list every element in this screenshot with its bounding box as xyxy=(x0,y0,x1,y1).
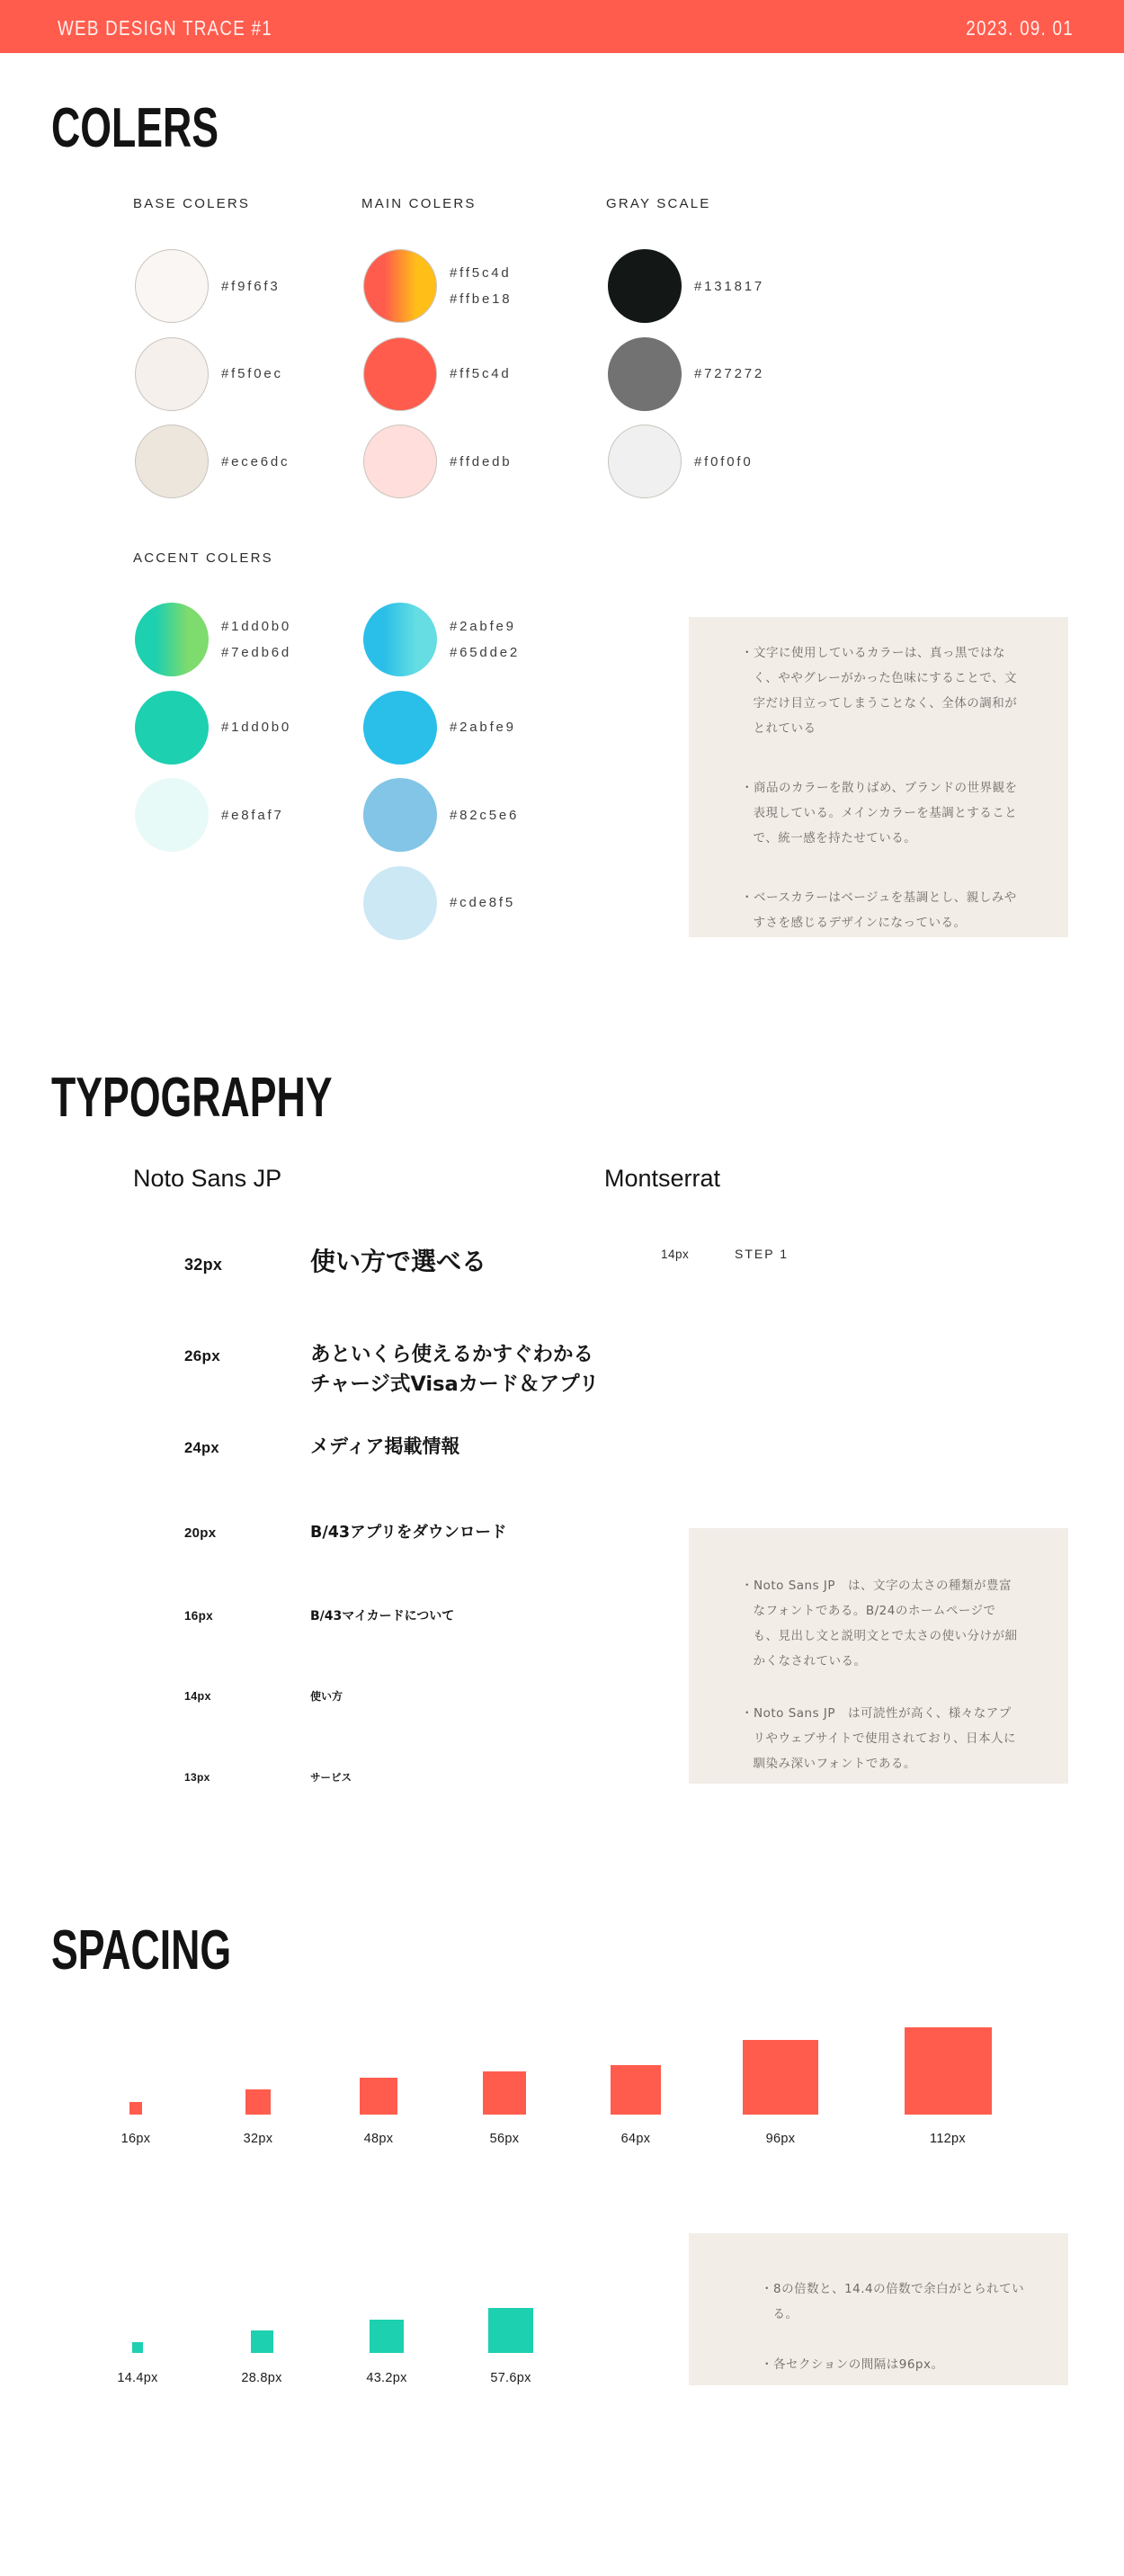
font-size-label: 14px xyxy=(661,1248,690,1261)
jp-sample-line: サービス xyxy=(310,1771,352,1784)
swatch-hex-label xyxy=(221,802,284,828)
color-swatch-row xyxy=(363,337,512,411)
jp-sample-line: B/43マイカードについて xyxy=(310,1609,455,1623)
color-swatch-circle xyxy=(135,337,209,411)
swatch-hex-line: #7edb6d xyxy=(221,645,291,660)
color-swatch-row xyxy=(363,778,519,852)
color-swatch-circle xyxy=(135,778,209,852)
color-swatch-circle xyxy=(363,603,437,676)
swatch-hex-label xyxy=(450,260,512,312)
color-swatch-row xyxy=(135,778,284,852)
header-bar xyxy=(0,0,1124,53)
typography-sample-row xyxy=(184,1340,599,1399)
font-size-label: 20px xyxy=(184,1525,217,1541)
jp-sample-text xyxy=(310,1522,506,1544)
color-swatch-row xyxy=(608,337,764,411)
color-swatch-row xyxy=(135,603,291,676)
typography-section-title: TYPOGRAPHY xyxy=(51,1067,333,1129)
typography-sample-row xyxy=(184,1244,486,1281)
color-swatch-circle xyxy=(135,249,209,323)
swatch-hex-line: #e8faf7 xyxy=(221,807,284,823)
jp-sample-text xyxy=(310,1433,459,1460)
font-size-label: 16px xyxy=(184,1609,213,1623)
font-size-label: 14px xyxy=(184,1690,211,1703)
spacing-red-square-label: 112px xyxy=(930,2132,966,2146)
color-swatch-row xyxy=(608,249,764,323)
font-size-label: 26px xyxy=(184,1347,220,1364)
spacing-green-square-label: 57.6px xyxy=(490,2371,531,2385)
jp-sample-line: チャージ式Visaカード＆アプリ xyxy=(310,1372,600,1396)
colors-note-box xyxy=(689,617,1068,937)
swatch-hex-line: #ff5c4d xyxy=(450,366,512,381)
swatch-hex-label xyxy=(221,449,290,475)
jp-sample-text xyxy=(310,1607,454,1625)
note-bullet: ・文字に使用しているカラーは、真っ黒ではなく、ややグレーがかった色味にすることで、文字だけ目立ってしまうことなく、全体の調和がとれている xyxy=(741,646,1018,736)
jp-sample-text xyxy=(310,1689,343,1704)
header-date: 2023. 09. 01 xyxy=(966,16,1074,40)
typography-sample-row xyxy=(184,1522,506,1544)
swatch-hex-line: #727272 xyxy=(694,366,764,381)
color-swatch-circle xyxy=(363,337,437,411)
font-size-label: 32px xyxy=(184,1256,223,1274)
swatch-hex-label xyxy=(221,273,280,300)
swatch-hex-line: #cde8f5 xyxy=(450,895,515,910)
swatch-hex-line: #ece6dc xyxy=(221,453,290,470)
swatch-hex-line: #ff5c4d xyxy=(450,265,512,281)
color-swatch-circle xyxy=(135,691,209,765)
spacing-green-square xyxy=(132,2342,144,2354)
spacing-section-title: SPACING xyxy=(51,1919,232,1981)
latin-sample-text: STEP 1 xyxy=(735,1247,789,1261)
color-swatch-row xyxy=(135,337,283,411)
typography-sample-row xyxy=(184,1770,352,1785)
color-swatch-circle xyxy=(363,866,437,940)
swatch-hex-line: #1dd0b0 xyxy=(221,619,291,634)
spacing-red-square-label: 32px xyxy=(243,2132,273,2146)
swatch-hex-label xyxy=(450,613,520,666)
spacing-red-square xyxy=(129,2102,142,2115)
color-swatch-circle xyxy=(135,603,209,676)
spacing-note-list xyxy=(761,2276,1032,2377)
color-swatch-row xyxy=(135,691,291,765)
jp-sample-line: B/43アプリをダウンロード xyxy=(310,1524,507,1542)
swatch-hex-label xyxy=(450,449,512,475)
swatch-hex-line: #ffdedb xyxy=(450,453,513,470)
swatch-hex-label xyxy=(694,273,764,300)
jp-sample-text xyxy=(310,1244,486,1281)
color-swatch-circle xyxy=(363,691,437,765)
swatch-hex-label xyxy=(450,802,519,828)
spacing-red-square-label: 16px xyxy=(120,2132,151,2146)
swatch-hex-line: #2abfe9 xyxy=(450,619,516,634)
noto-font-heading: Noto Sans JP xyxy=(133,1165,282,1192)
spacing-red-square-label: 56px xyxy=(489,2132,520,2146)
jp-sample-line: あといくら使えるかすぐわかる xyxy=(310,1343,594,1366)
spacing-green-square-label: 43.2px xyxy=(366,2371,407,2385)
spacing-red-square xyxy=(905,2027,992,2115)
swatch-hex-label xyxy=(450,361,512,387)
swatch-hex-line: #f5f0ec xyxy=(221,366,283,381)
montserrat-sample-row xyxy=(661,1247,789,1261)
spacing-green-square xyxy=(488,2308,533,2353)
spacing-green-square-label: 14.4px xyxy=(117,2371,158,2385)
spacing-green-square xyxy=(370,2320,404,2354)
swatch-hex-label xyxy=(450,890,515,916)
spacing-green-square xyxy=(251,2330,273,2353)
jp-sample-line: 使い方で選べる xyxy=(310,1247,487,1276)
color-swatch-circle xyxy=(608,249,682,323)
color-swatch-row xyxy=(363,866,515,940)
note-bullet: ・Noto Sans JP は、文字の太さの種類が豊富なフォントである。B/24のホームページでも、見出し文と説明文とで太さの使い分けが細かくなされている。 xyxy=(741,1579,1018,1668)
note-bullet: ・ベースカラーはベージュを基調とし、親しみやすさを感じるデザインになっている。 xyxy=(741,890,1017,930)
swatch-group-label: MAIN COLERS xyxy=(361,196,477,211)
jp-sample-line: メディア掲載情報 xyxy=(310,1436,460,1457)
swatch-hex-line: #f9f6f3 xyxy=(221,278,281,294)
swatch-hex-line: #65dde2 xyxy=(450,645,520,660)
swatch-hex-line: #82c5e6 xyxy=(450,807,520,823)
jp-sample-line: 使い方 xyxy=(310,1690,343,1703)
typography-sample-row xyxy=(184,1689,343,1704)
swatch-hex-label xyxy=(694,449,753,475)
swatch-hex-line: #131817 xyxy=(694,278,764,294)
swatch-group-label: ACCENT COLERS xyxy=(133,550,273,566)
swatch-group-label: BASE COLERS xyxy=(133,196,251,211)
swatch-hex-label xyxy=(694,361,764,387)
swatch-hex-line: #ffbe18 xyxy=(450,291,513,307)
note-bullet: ・Noto Sans JP は可読性が高く、様々なアプリやウェブサイトで使用されており、日本人に馴染み深いフォントである。 xyxy=(741,1706,1017,1771)
color-swatch-row xyxy=(363,249,512,323)
spacing-green-square-label: 28.8px xyxy=(241,2371,282,2385)
spacing-red-square-label: 48px xyxy=(363,2132,394,2146)
color-swatch-row xyxy=(135,425,290,498)
colors-section-title: COLERS xyxy=(51,97,219,159)
note-bullet: ・8の倍数と、14.4の倍数で余白がとられている。 xyxy=(761,2282,1025,2321)
color-swatch-circle xyxy=(608,337,682,411)
spacing-note-box xyxy=(689,2233,1068,2385)
spacing-red-square xyxy=(611,2065,661,2115)
typography-sample-row xyxy=(184,1607,454,1625)
color-swatch-circle xyxy=(135,425,209,498)
spacing-red-square xyxy=(743,2040,818,2115)
swatch-hex-label xyxy=(450,714,516,740)
spacing-red-square xyxy=(245,2089,271,2115)
swatch-hex-line: #2abfe9 xyxy=(450,720,516,735)
color-swatch-row xyxy=(608,425,753,498)
spacing-red-square xyxy=(483,2071,527,2115)
typography-note-list xyxy=(741,1573,1018,1776)
spacing-red-square-label: 96px xyxy=(765,2132,796,2146)
swatch-hex-label xyxy=(221,361,283,387)
color-swatch-row xyxy=(363,603,520,676)
font-size-label: 13px xyxy=(184,1771,210,1784)
header-title: WEB DESIGN TRACE #1 xyxy=(58,16,272,40)
spacing-red-square xyxy=(360,2078,397,2115)
color-swatch-row xyxy=(363,425,512,498)
typography-sample-row xyxy=(184,1433,459,1460)
color-swatch-row xyxy=(135,249,280,323)
color-swatch-circle xyxy=(363,249,437,323)
color-swatch-row xyxy=(363,691,516,765)
montserrat-font-heading: Montserrat xyxy=(604,1165,721,1192)
swatch-hex-line: #f0f0f0 xyxy=(694,453,754,470)
note-bullet: ・各セクションの間隔は96px。 xyxy=(761,2357,944,2372)
swatch-group-label: GRAY SCALE xyxy=(606,196,711,211)
font-size-label: 24px xyxy=(184,1440,219,1456)
color-swatch-circle xyxy=(363,425,437,498)
jp-sample-text xyxy=(310,1770,352,1785)
swatch-hex-line: #1dd0b0 xyxy=(221,720,291,735)
colors-note-list xyxy=(741,640,1018,935)
jp-sample-text xyxy=(310,1340,599,1399)
color-swatch-circle xyxy=(363,778,437,852)
note-bullet: ・商品のカラーを散りばめ、ブランドの世界観を表現している。メインカラーを基調とすることで、統一感を持たせている。 xyxy=(741,781,1018,845)
swatch-hex-label xyxy=(221,714,291,740)
color-swatch-circle xyxy=(608,425,682,498)
typography-note-box xyxy=(689,1528,1068,1784)
spacing-red-square-label: 64px xyxy=(620,2132,651,2146)
swatch-hex-label xyxy=(221,613,291,666)
